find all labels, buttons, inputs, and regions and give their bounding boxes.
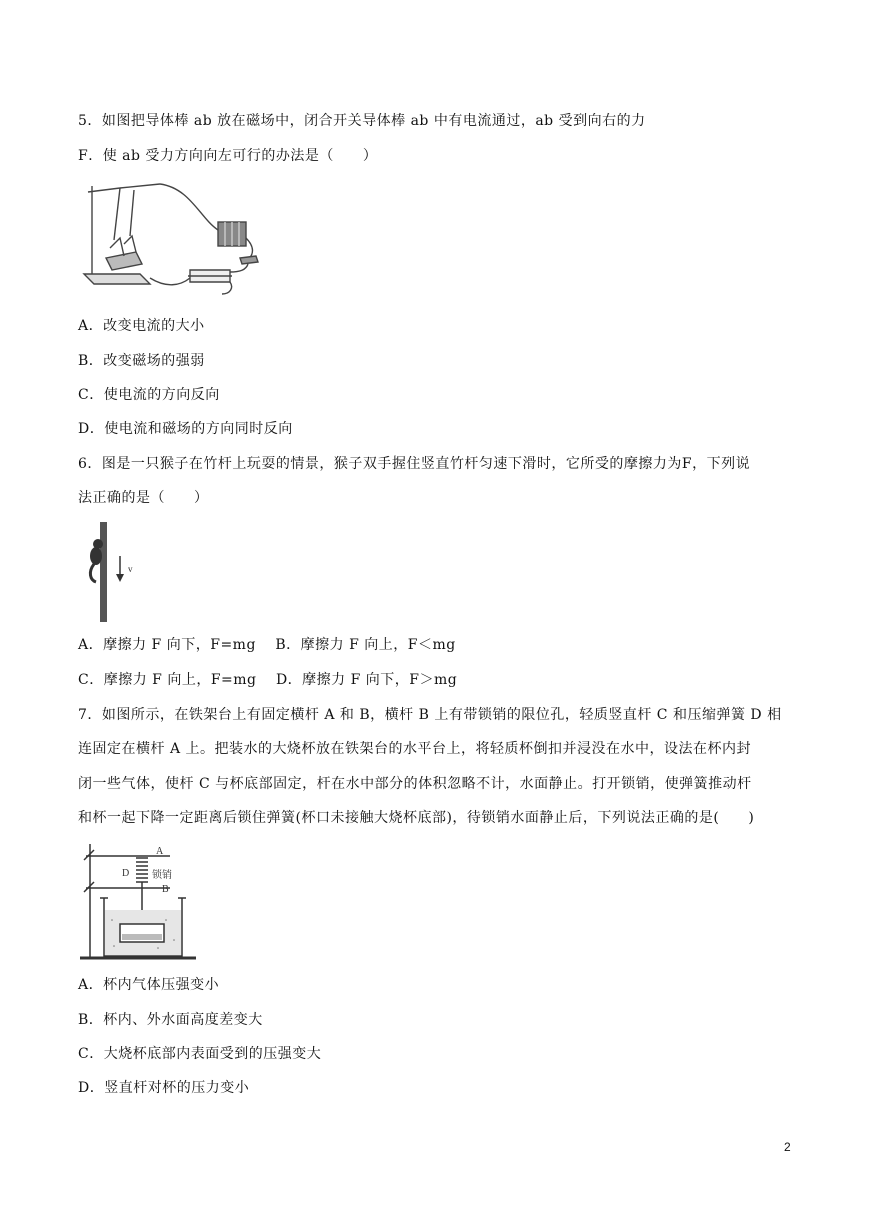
q7-option-b: B．杯内、外水面高度差变大 — [78, 1012, 263, 1028]
q7-figure-label-a: A — [156, 846, 164, 857]
q6-stem-line1: 6．图是一只猴子在竹杆上玩耍的情景，猴子双手握住竖直竹杆匀速下滑时，它所受的摩擦力为F，下列说 — [78, 456, 751, 472]
q6-options-row1: A．摩擦力 F 向下，F=mg B．摩擦力 F 向上，F＜mg — [78, 637, 456, 653]
page-number: 2 — [784, 1140, 791, 1154]
q5-option-c: C．使电流的方向反向 — [78, 387, 220, 403]
q7-stem-line4: 和杯一起下降一定距离后锁住弹簧(杯口未接触大烧杯底部)，待锁销水面静止后，下列说法正确的是( ) — [78, 810, 755, 826]
q5-option-b: B．改变磁场的强弱 — [78, 353, 205, 369]
q5-option-d: D．使电流和磁场的方向同时反向 — [78, 421, 293, 437]
q7-option-d: D．竖直杆对杯的压力变小 — [78, 1080, 250, 1096]
q7-figure — [78, 840, 202, 964]
q7-stem-line1: 7．如图所示，在铁架台上有固定横杆 A 和 B，横杆 B 上有带锁销的限位孔，轻质竖直杆 C 和压缩弹簧 D 相 — [78, 707, 782, 723]
q6-figure — [80, 520, 150, 626]
q7-stem-line3: 闭一些气体，使杆 C 与杯底部固定，杆在水中部分的体积忽略不计，水面静止。打开锁销，使弹簧推动杆 — [78, 776, 752, 792]
q5-stem-line2: F．使 ab 受力方向向左可行的办法是（ ） — [78, 148, 378, 164]
q6-stem-line2: 法正确的是（ ） — [78, 490, 209, 506]
q7-option-c: C．大烧杯底部内表面受到的压强变大 — [78, 1046, 322, 1062]
q6-options-row2: C．摩擦力 F 向上，F=mg D．摩擦力 F 向下，F＞mg — [78, 672, 458, 688]
q6-figure-label-v: v — [128, 564, 133, 574]
q5-option-a: A．改变电流的大小 — [78, 318, 205, 334]
q7-option-a: A．杯内气体压强变小 — [78, 977, 220, 993]
q5-figure — [80, 178, 260, 302]
q7-stem-line2: 连固定在横杆 A 上。把装水的大烧杯放在铁架台的水平台上，将轻质杯倒扣并浸没在水中，设法在杯内封 — [78, 741, 752, 757]
q5-stem-line1: 5．如图把导体棒 ab 放在磁场中，闭合开关导体棒 ab 中有电流通过，ab 受到向右的力 — [78, 113, 646, 129]
q7-figure-label-d: D — [122, 868, 130, 879]
q7-figure-label-b: B — [162, 884, 169, 895]
q7-figure-label-lock: 锁销 — [152, 870, 172, 881]
